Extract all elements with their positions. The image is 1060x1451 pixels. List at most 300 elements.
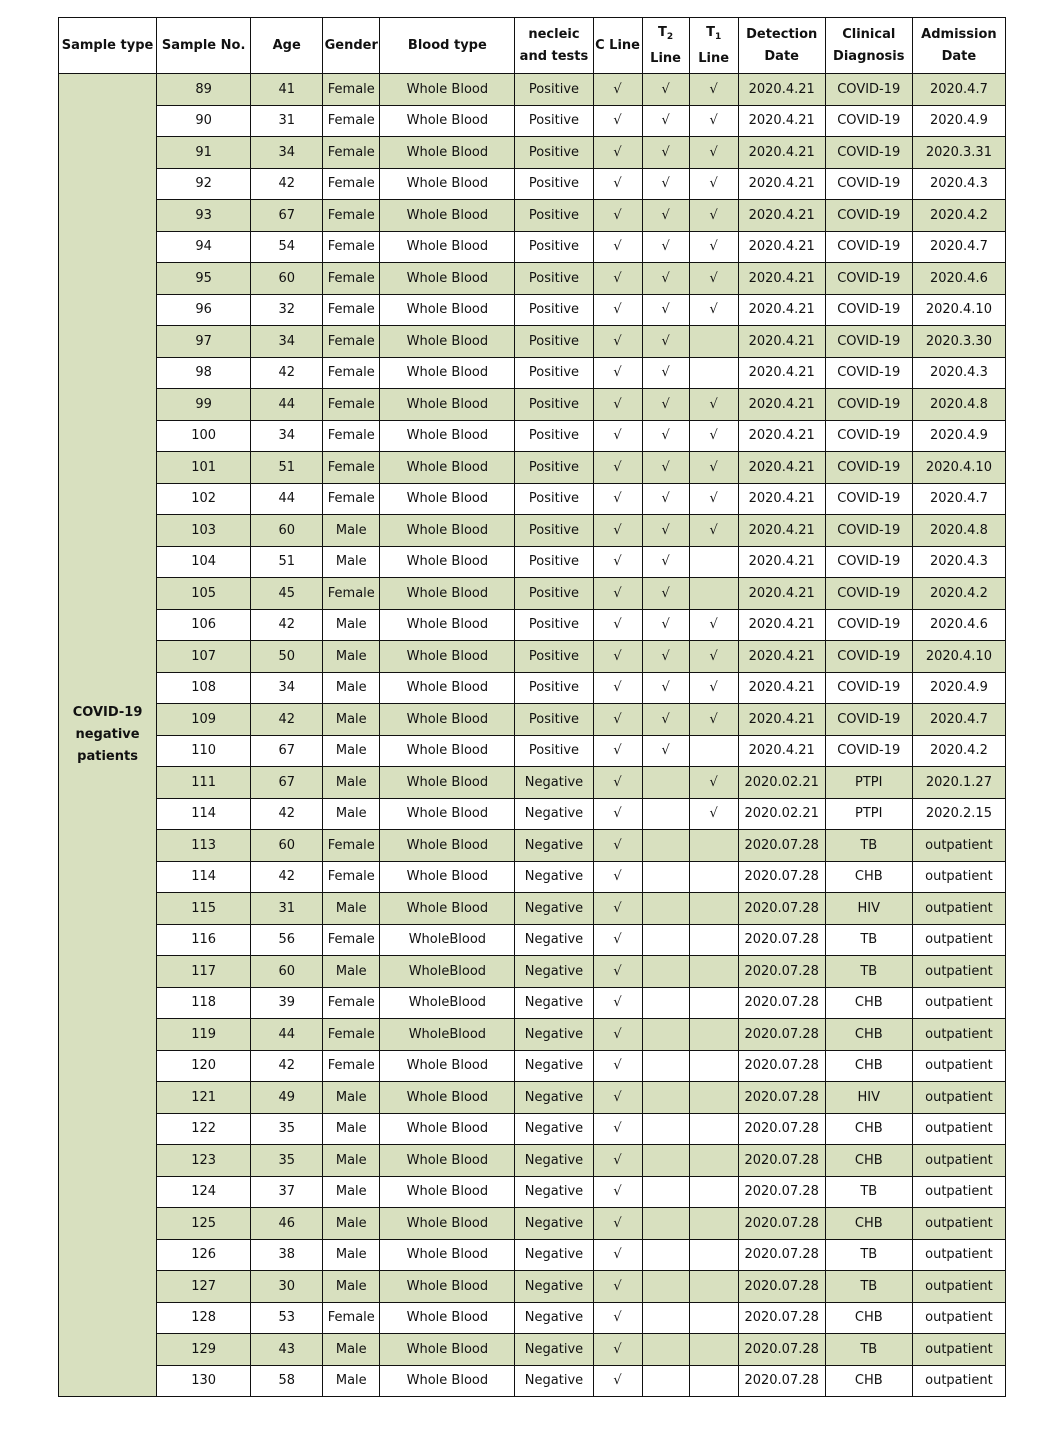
table-row [59, 641, 1006, 673]
cell-detect: 2020.4.21 [738, 263, 825, 295]
header-sample-no: Sample No. [157, 18, 251, 74]
cell-gender: Male [323, 1176, 380, 1208]
cell-t1: √ [689, 294, 738, 326]
header-detection-date [738, 18, 825, 74]
cell-c: √ [593, 294, 642, 326]
cell-admit: 2020.4.3 [912, 357, 1005, 389]
cell-gender: Female [323, 420, 380, 452]
cell-no: 106 [157, 609, 251, 641]
cell-diag: COVID-19 [825, 452, 912, 484]
cell-blood: Whole Blood [380, 74, 515, 106]
cell-t2 [642, 1365, 689, 1397]
cell-nucleic: Positive [515, 578, 593, 610]
cell-nucleic: Negative [515, 1050, 593, 1082]
cell-detect: 2020.4.21 [738, 452, 825, 484]
cell-age: 67 [251, 767, 323, 799]
table-row [59, 1208, 1006, 1240]
header-row [59, 18, 1006, 74]
cell-t2: √ [642, 420, 689, 452]
cell-age: 46 [251, 1208, 323, 1240]
cell-no: 107 [157, 641, 251, 673]
cell-no: 99 [157, 389, 251, 421]
cell-detect: 2020.4.21 [738, 735, 825, 767]
cell-blood: Whole Blood [380, 861, 515, 893]
cell-diag: HIV [825, 1082, 912, 1114]
cell-blood: Whole Blood [380, 1365, 515, 1397]
cell-nucleic: Positive [515, 704, 593, 736]
cell-age: 42 [251, 704, 323, 736]
cell-blood: Whole Blood [380, 578, 515, 610]
cell-no: 108 [157, 672, 251, 704]
cell-detect: 2020.4.21 [738, 357, 825, 389]
cell-diag: CHB [825, 1365, 912, 1397]
cell-t2 [642, 1082, 689, 1114]
cell-c: √ [593, 1176, 642, 1208]
cell-nucleic: Positive [515, 137, 593, 169]
cell-gender: Male [323, 735, 380, 767]
cell-no: 113 [157, 830, 251, 862]
table-row [59, 672, 1006, 704]
cell-t1 [689, 1050, 738, 1082]
cell-t2 [642, 1208, 689, 1240]
cell-blood: Whole Blood [380, 420, 515, 452]
cell-t1: √ [689, 105, 738, 137]
cell-detect: 2020.4.21 [738, 168, 825, 200]
cell-diag: CHB [825, 1302, 912, 1334]
cell-blood: Whole Blood [380, 452, 515, 484]
table-row [59, 1365, 1006, 1397]
cell-age: 56 [251, 924, 323, 956]
cell-nucleic: Positive [515, 546, 593, 578]
cell-t2: √ [642, 168, 689, 200]
cell-diag: HIV [825, 893, 912, 925]
cell-detect: 2020.07.28 [738, 1019, 825, 1051]
cell-nucleic: Negative [515, 861, 593, 893]
cell-admit: outpatient [912, 924, 1005, 956]
cell-c: √ [593, 200, 642, 232]
cell-diag: COVID-19 [825, 263, 912, 295]
cell-t1 [689, 1019, 738, 1051]
cell-admit: 2020.4.10 [912, 294, 1005, 326]
cell-t2: √ [642, 546, 689, 578]
cell-diag: COVID-19 [825, 326, 912, 358]
cell-t2: √ [642, 326, 689, 358]
header-nucleic-line2: and tests [519, 48, 589, 64]
cell-age: 42 [251, 1050, 323, 1082]
cell-age: 44 [251, 389, 323, 421]
header-clinical-line2: Diagnosis [833, 48, 905, 64]
table-row [59, 294, 1006, 326]
header-clinical-diagnosis [825, 18, 912, 74]
cell-blood: Whole Blood [380, 893, 515, 925]
cell-gender: Male [323, 609, 380, 641]
header-t1-sub: 1 [714, 31, 722, 42]
cell-age: 43 [251, 1334, 323, 1366]
cell-t2 [642, 1145, 689, 1177]
cell-t2: √ [642, 294, 689, 326]
cell-no: 121 [157, 1082, 251, 1114]
cell-gender: Female [323, 200, 380, 232]
cell-nucleic: Positive [515, 672, 593, 704]
cell-nucleic: Positive [515, 294, 593, 326]
cell-gender: Female [323, 168, 380, 200]
cell-age: 60 [251, 830, 323, 862]
table-row [59, 767, 1006, 799]
cell-age: 42 [251, 798, 323, 830]
cell-t1: √ [689, 609, 738, 641]
cell-age: 38 [251, 1239, 323, 1271]
cell-blood: Whole Blood [380, 294, 515, 326]
cell-age: 37 [251, 1176, 323, 1208]
cell-gender: Female [323, 263, 380, 295]
cell-nucleic: Positive [515, 483, 593, 515]
cell-no: 119 [157, 1019, 251, 1051]
cell-blood: Whole Blood [380, 200, 515, 232]
cell-diag: CHB [825, 1050, 912, 1082]
cell-t1: √ [689, 767, 738, 799]
cell-detect: 2020.07.28 [738, 1334, 825, 1366]
cell-blood: WholeBlood [380, 987, 515, 1019]
cell-t2 [642, 1113, 689, 1145]
cell-t2: √ [642, 452, 689, 484]
cell-blood: Whole Blood [380, 798, 515, 830]
cell-gender: Female [323, 105, 380, 137]
cell-detect: 2020.07.28 [738, 1050, 825, 1082]
cell-no: 90 [157, 105, 251, 137]
cell-age: 34 [251, 137, 323, 169]
cell-t1: √ [689, 137, 738, 169]
cell-blood: Whole Blood [380, 105, 515, 137]
cell-nucleic: Negative [515, 1145, 593, 1177]
cell-admit: 2020.4.7 [912, 74, 1005, 106]
cell-admit: outpatient [912, 1113, 1005, 1145]
cell-blood: Whole Blood [380, 483, 515, 515]
cell-diag: CHB [825, 1113, 912, 1145]
cell-t1 [689, 893, 738, 925]
cell-admit: 2020.4.8 [912, 389, 1005, 421]
cell-admit: 2020.1.27 [912, 767, 1005, 799]
cell-diag: COVID-19 [825, 672, 912, 704]
cell-diag: COVID-19 [825, 74, 912, 106]
cell-t2 [642, 1334, 689, 1366]
cell-age: 31 [251, 105, 323, 137]
table-row [59, 1271, 1006, 1303]
cell-age: 58 [251, 1365, 323, 1397]
cell-t1: √ [689, 263, 738, 295]
table-row [59, 483, 1006, 515]
cell-age: 50 [251, 641, 323, 673]
cell-c: √ [593, 1113, 642, 1145]
table-row [59, 1082, 1006, 1114]
cell-detect: 2020.4.21 [738, 641, 825, 673]
cell-admit: 2020.4.8 [912, 515, 1005, 547]
table-row [59, 357, 1006, 389]
cell-gender: Female [323, 830, 380, 862]
cell-gender: Female [323, 74, 380, 106]
header-admission-date [912, 18, 1005, 74]
cell-detect: 2020.4.21 [738, 389, 825, 421]
cell-c: √ [593, 798, 642, 830]
cell-nucleic: Negative [515, 1113, 593, 1145]
cell-nucleic: Negative [515, 893, 593, 925]
cell-gender: Male [323, 672, 380, 704]
cell-blood: Whole Blood [380, 357, 515, 389]
cell-blood: Whole Blood [380, 735, 515, 767]
cell-no: 123 [157, 1145, 251, 1177]
cell-diag: COVID-19 [825, 704, 912, 736]
table-row [59, 263, 1006, 295]
cell-admit: outpatient [912, 1271, 1005, 1303]
cell-t1: √ [689, 231, 738, 263]
cell-gender: Male [323, 1145, 380, 1177]
header-nucleic-tests [515, 18, 593, 74]
cell-gender: Female [323, 452, 380, 484]
cell-detect: 2020.4.21 [738, 483, 825, 515]
cell-diag: COVID-19 [825, 609, 912, 641]
header-admission-line1: Admission [921, 26, 997, 42]
cell-t2: √ [642, 231, 689, 263]
cell-gender: Female [323, 294, 380, 326]
cell-nucleic: Positive [515, 200, 593, 232]
cell-admit: outpatient [912, 830, 1005, 862]
cell-gender: Male [323, 956, 380, 988]
cell-t1 [689, 578, 738, 610]
cell-blood: Whole Blood [380, 231, 515, 263]
cell-admit: outpatient [912, 861, 1005, 893]
cell-admit: outpatient [912, 1365, 1005, 1397]
cell-t2 [642, 1050, 689, 1082]
table-row [59, 893, 1006, 925]
cell-no: 104 [157, 546, 251, 578]
cell-t1 [689, 326, 738, 358]
cell-detect: 2020.07.28 [738, 1113, 825, 1145]
cell-t1 [689, 987, 738, 1019]
cell-no: 120 [157, 1050, 251, 1082]
cell-nucleic: Positive [515, 420, 593, 452]
cell-gender: Female [323, 137, 380, 169]
header-detection-line2: Date [764, 48, 799, 64]
header-t2-main: T [658, 24, 667, 40]
cell-nucleic: Negative [515, 1365, 593, 1397]
cell-c: √ [593, 1365, 642, 1397]
cell-c: √ [593, 924, 642, 956]
cell-detect: 2020.4.21 [738, 294, 825, 326]
cell-c: √ [593, 452, 642, 484]
cell-no: 114 [157, 798, 251, 830]
cell-no: 116 [157, 924, 251, 956]
cell-blood: Whole Blood [380, 1113, 515, 1145]
cell-c: √ [593, 231, 642, 263]
cell-admit: 2020.4.9 [912, 105, 1005, 137]
cell-diag: COVID-19 [825, 200, 912, 232]
cell-diag: COVID-19 [825, 168, 912, 200]
table-row [59, 200, 1006, 232]
cell-no: 92 [157, 168, 251, 200]
cell-gender: Female [323, 389, 380, 421]
sample-type-group-cell [59, 74, 157, 1397]
cell-t2: √ [642, 483, 689, 515]
cell-nucleic: Positive [515, 263, 593, 295]
table-body [59, 74, 1006, 1397]
cell-diag: TB [825, 830, 912, 862]
cell-age: 30 [251, 1271, 323, 1303]
cell-blood: WholeBlood [380, 924, 515, 956]
cell-no: 111 [157, 767, 251, 799]
cell-t2: √ [642, 704, 689, 736]
cell-age: 53 [251, 1302, 323, 1334]
cell-nucleic: Positive [515, 609, 593, 641]
cell-t2 [642, 1019, 689, 1051]
cell-t2 [642, 1176, 689, 1208]
cell-no: 125 [157, 1208, 251, 1240]
patient-samples-table [58, 17, 1006, 1397]
cell-nucleic: Positive [515, 389, 593, 421]
cell-c: √ [593, 420, 642, 452]
cell-t1 [689, 830, 738, 862]
cell-detect: 2020.4.21 [738, 326, 825, 358]
cell-c: √ [593, 641, 642, 673]
cell-nucleic: Negative [515, 1019, 593, 1051]
cell-t2: √ [642, 74, 689, 106]
cell-c: √ [593, 263, 642, 295]
cell-gender: Female [323, 1050, 380, 1082]
table-row [59, 1019, 1006, 1051]
cell-no: 129 [157, 1334, 251, 1366]
table-row [59, 515, 1006, 547]
cell-detect: 2020.07.28 [738, 1365, 825, 1397]
cell-nucleic: Positive [515, 105, 593, 137]
cell-c: √ [593, 1239, 642, 1271]
cell-c: √ [593, 357, 642, 389]
cell-blood: Whole Blood [380, 830, 515, 862]
cell-gender: Male [323, 1113, 380, 1145]
cell-detect: 2020.4.21 [738, 672, 825, 704]
cell-detect: 2020.07.28 [738, 924, 825, 956]
cell-age: 60 [251, 956, 323, 988]
cell-nucleic: Positive [515, 74, 593, 106]
cell-admit: 2020.4.6 [912, 609, 1005, 641]
cell-age: 34 [251, 420, 323, 452]
cell-blood: Whole Blood [380, 1050, 515, 1082]
cell-c: √ [593, 987, 642, 1019]
cell-t2: √ [642, 578, 689, 610]
cell-blood: Whole Blood [380, 609, 515, 641]
cell-admit: outpatient [912, 1019, 1005, 1051]
cell-detect: 2020.4.21 [738, 515, 825, 547]
cell-t1 [689, 956, 738, 988]
cell-c: √ [593, 137, 642, 169]
cell-nucleic: Negative [515, 1208, 593, 1240]
cell-diag: COVID-19 [825, 420, 912, 452]
cell-diag: COVID-19 [825, 389, 912, 421]
cell-blood: Whole Blood [380, 1208, 515, 1240]
cell-t2: √ [642, 357, 689, 389]
cell-detect: 2020.07.28 [738, 830, 825, 862]
cell-no: 110 [157, 735, 251, 767]
cell-age: 34 [251, 672, 323, 704]
cell-nucleic: Positive [515, 515, 593, 547]
cell-c: √ [593, 74, 642, 106]
cell-t1 [689, 1145, 738, 1177]
cell-detect: 2020.4.21 [738, 609, 825, 641]
header-t2-sub: 2 [666, 31, 674, 42]
cell-age: 41 [251, 74, 323, 106]
table-row [59, 704, 1006, 736]
cell-no: 115 [157, 893, 251, 925]
cell-detect: 2020.07.28 [738, 1145, 825, 1177]
cell-c: √ [593, 326, 642, 358]
cell-nucleic: Positive [515, 641, 593, 673]
cell-gender: Female [323, 987, 380, 1019]
table-row [59, 987, 1006, 1019]
table-row [59, 389, 1006, 421]
cell-detect: 2020.4.21 [738, 105, 825, 137]
cell-diag: COVID-19 [825, 137, 912, 169]
cell-c: √ [593, 830, 642, 862]
cell-c: √ [593, 389, 642, 421]
cell-diag: CHB [825, 987, 912, 1019]
table-row [59, 578, 1006, 610]
cell-c: √ [593, 546, 642, 578]
cell-t1: √ [689, 74, 738, 106]
table-row [59, 830, 1006, 862]
cell-detect: 2020.07.28 [738, 956, 825, 988]
cell-detect: 2020.4.21 [738, 137, 825, 169]
cell-t1 [689, 357, 738, 389]
cell-age: 51 [251, 452, 323, 484]
cell-t1 [689, 1365, 738, 1397]
cell-diag: COVID-19 [825, 515, 912, 547]
cell-blood: Whole Blood [380, 704, 515, 736]
group-label-line3: patients [77, 749, 138, 764]
cell-no: 103 [157, 515, 251, 547]
cell-c: √ [593, 1334, 642, 1366]
cell-blood: Whole Blood [380, 1145, 515, 1177]
cell-diag: COVID-19 [825, 483, 912, 515]
cell-c: √ [593, 1145, 642, 1177]
cell-no: 124 [157, 1176, 251, 1208]
cell-no: 89 [157, 74, 251, 106]
header-t1-line [689, 18, 738, 74]
cell-no: 100 [157, 420, 251, 452]
cell-blood: Whole Blood [380, 137, 515, 169]
table-row [59, 924, 1006, 956]
cell-admit: 2020.4.7 [912, 231, 1005, 263]
cell-c: √ [593, 735, 642, 767]
cell-detect: 2020.4.21 [738, 231, 825, 263]
table-row [59, 609, 1006, 641]
cell-t2: √ [642, 735, 689, 767]
cell-admit: 2020.4.9 [912, 672, 1005, 704]
cell-admit: 2020.4.9 [912, 420, 1005, 452]
table-row [59, 137, 1006, 169]
cell-gender: Female [323, 578, 380, 610]
cell-diag: TB [825, 924, 912, 956]
cell-admit: 2020.4.2 [912, 200, 1005, 232]
cell-age: 45 [251, 578, 323, 610]
cell-t1: √ [689, 515, 738, 547]
cell-nucleic: Negative [515, 767, 593, 799]
cell-no: 130 [157, 1365, 251, 1397]
cell-detect: 2020.4.21 [738, 704, 825, 736]
cell-nucleic: Negative [515, 830, 593, 862]
cell-detect: 2020.07.28 [738, 987, 825, 1019]
cell-t1 [689, 1334, 738, 1366]
cell-gender: Male [323, 546, 380, 578]
cell-t2 [642, 830, 689, 862]
group-label-line2: negative [75, 727, 140, 742]
cell-blood: WholeBlood [380, 956, 515, 988]
